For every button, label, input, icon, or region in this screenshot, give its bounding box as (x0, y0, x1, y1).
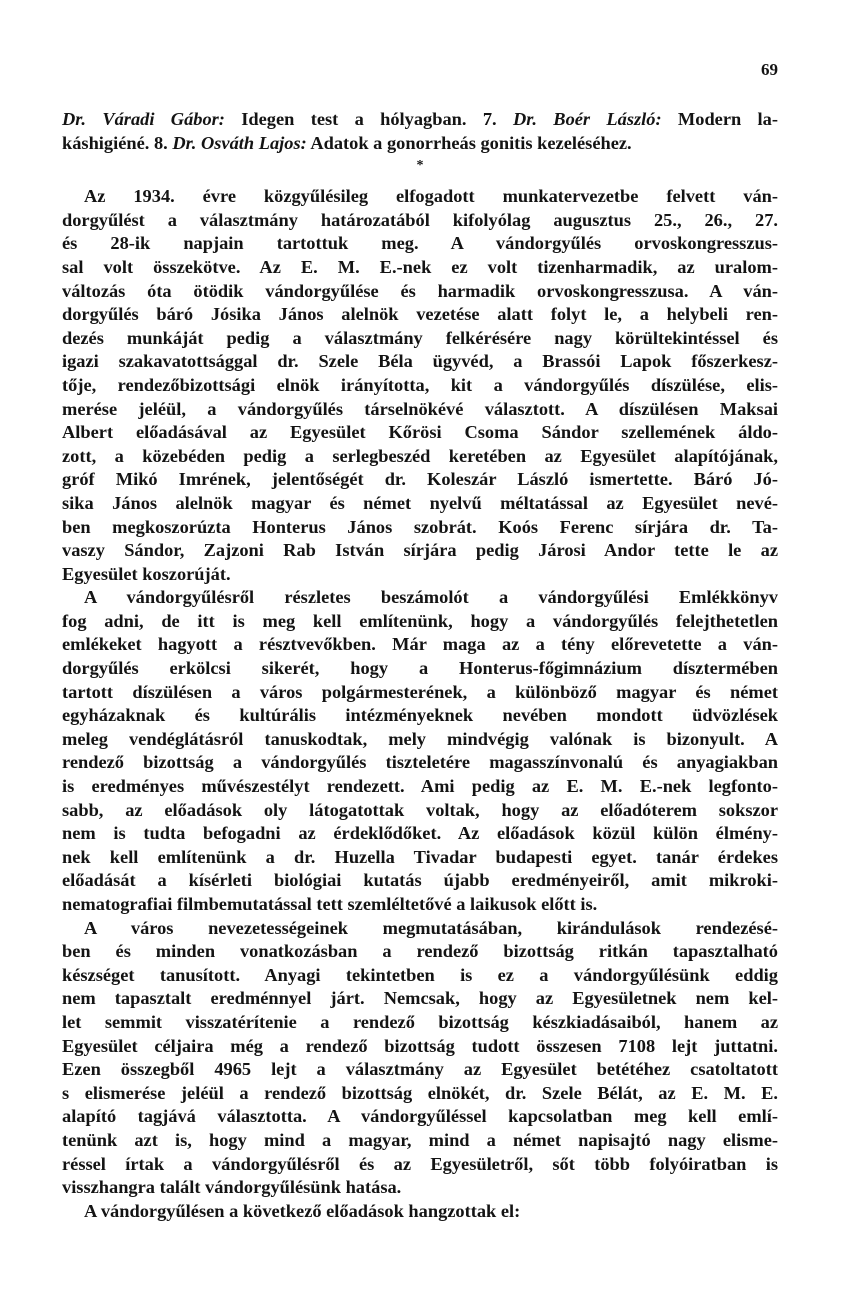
text-line: és 28-ik napjain tartottuk meg. A vándorgyűlés orvoskongresszus- (62, 233, 778, 254)
text-line: tenünk azt is, hogy mind a magyar, mind a német napisajtó nagy elisme- (62, 1129, 778, 1150)
text-line: Az 1934. évre közgyűlésileg elfogadott munkatervezetbe felvett ván- (84, 186, 778, 207)
text-line: fog adni, de itt is meg kell említenünk, hogy a vándorgyűlés felejthetetlen (62, 610, 778, 631)
text-line: emlékeket hagyott a résztvevőkben. Már maga az a tény előrevetette a ván- (62, 634, 778, 655)
text-line: egyházaknak és kultúrális intézményeknek nevében mondott üdvözlések (62, 705, 778, 726)
text-line: dorgyűlés erkölcsi sikerét, hogy a Honterus-főgimnázium dísztermében (62, 658, 778, 679)
text-line: rendező bizottság a vándorgyűlés tiszteletére magasszínvonalú és anyagiakban (62, 752, 778, 773)
page-number: 69 (761, 60, 778, 79)
text-line: tője, rendezőbizottsági elnök irányította, kit a vándorgyűlés díszülése, elis- (62, 374, 778, 395)
text-line: Egyesület koszorúját. (62, 563, 231, 584)
text-line: sika János alelnök magyar és német nyelvű méltatással az Egyesület nevé- (62, 492, 778, 513)
lecture-title: káshigiéné. 8. (62, 132, 173, 153)
text-line: nek kell említenünk a dr. Huzella Tivadar budapesti egyet. tanár érdekes (62, 846, 778, 867)
lecture-title: Modern la- (661, 109, 778, 129)
author-name: Dr. Váradi Gábor: (62, 109, 225, 129)
text-line: Albert előadásával az Egyesület Kőrösi Csoma Sándor szellemének áldo- (62, 422, 778, 443)
text-line: készséget tanusított. Anyagi tekintetben is ez a vándorgyűlésünk eddig (62, 964, 778, 985)
paragraph (62, 917, 778, 1200)
text-line: Ezen összegből 4965 lejt a választmány az Egyesület betétéhez csatoltatott (62, 1059, 778, 1080)
paragraph (62, 1200, 778, 1224)
text-line: előadását a kísérleti biológiai kutatás újabb eredményeiről, amit mikroki- (62, 870, 778, 891)
text-line: változás óta ötödik vándorgyűlése és harmadik orvoskongresszusa. A ván- (62, 280, 778, 301)
body-text (62, 108, 778, 1223)
text-line: merése jeléül, a vándorgyűlés társelnökévé választott. A díszülésen Maksai (62, 398, 778, 419)
author-name: Dr. Boér László: (512, 109, 662, 129)
text-line: igazi szakavatottsággal dr. Szele Béla ügyvéd, a Brassói Lapok főszerkesz- (62, 351, 778, 372)
text-line: tartott díszülésen a város polgármesterének, a különböző magyar és német (62, 681, 778, 702)
text-line: sal volt összekötve. Az E. M. E.-nek ez volt tizenharmadik, az uralom- (62, 256, 778, 277)
text-line: dezés munkáját pedig a választmány felkérésére nagy körültekintéssel és (62, 327, 778, 348)
text-line: ben és minden vonatkozásban a rendező bizottság ritkán tapasztalható (62, 941, 778, 962)
text-line: réssel írtak a vándorgyűlésről és az Egyesületről, sőt több folyóiratban is (62, 1153, 778, 1174)
text-line: dorgyűlés báró Jósika János alelnök vezetése alatt folyt le, a helybeli ren- (62, 304, 778, 325)
text-line: s elismerése jeléül a rendező bizottság elnökét, dr. Szele Bélát, az E. M. E. (62, 1082, 778, 1103)
text-line: vaszy Sándor, Zajzoni Rab István sírjára pedig Járosi Andor tette le az (62, 540, 778, 561)
text-line: zott, a közebéden pedig a serlegbeszéd keretében az Egyesület alapítójának, (62, 445, 778, 466)
paragraph (62, 586, 778, 916)
text-line: Egyesület céljaira még a rendező bizottság tudott összesen 7108 lejt juttatni. (62, 1035, 778, 1056)
paragraphs (62, 185, 778, 1223)
text-line: is eredményes művészestélyt rendezett. Ami pedig az E. M. E.-nek legfonto- (62, 776, 778, 797)
section-separator: * (416, 158, 424, 174)
text-line: dorgyűlést a választmány határozatából kifolyólag augusztus 25., 26., 27. (62, 209, 778, 230)
reference-line-1 (62, 108, 778, 132)
lecture-references (62, 108, 778, 155)
text-line: nematografiai filmbemutatással tett szemléltetővé a laikusok előtt is. (62, 894, 598, 914)
text-line: A vándorgyűlésről részletes beszámolót a vándorgyűlési Emlékkönyv (84, 587, 778, 608)
text-line: A vándorgyűlésen a következő előadások hangzottak el: (84, 1200, 521, 1221)
text-line: ben megkoszorúzta Honterus János szobrát. Koós Ferenc sírjára dr. Ta- (62, 516, 778, 537)
text-line: nem is tudta befogadni az érdeklődőket. Az előadások közül külön élmény- (62, 823, 778, 844)
text-line: A város nevezetességeinek megmutatásában, kirándulások rendezésé- (84, 917, 778, 938)
text-line: visszhangra talált vándorgyűlésünk hatása. (62, 1177, 402, 1198)
reference-line-2 (62, 132, 778, 156)
author-name: Dr. Osváth Lajos: (172, 132, 307, 153)
text-line: gróf Mikó Imrének, jelentőségét dr. Koleszár László ismertette. Báró Jó- (62, 469, 778, 490)
paragraph (62, 185, 778, 586)
lecture-title: Idegen test a hólyagban. 7. (224, 109, 513, 129)
text-line: nem tapasztalt eredménnyel járt. Nemcsak, hogy az Egyesületnek nem kel- (62, 988, 778, 1009)
text-line: let semmit visszatérítenie a rendező bizottság készkiadásaiból, hanem az (62, 1011, 778, 1032)
text-line: alapító tagjává választotta. A vándorgyűléssel kapcsolatban meg kell emlí- (62, 1106, 778, 1127)
text-line: sabb, az előadások oly látogatottak voltak, hogy az előadóterem sokszor (62, 799, 778, 820)
text-line: meleg vendéglátásról tanuskodtak, mely mindvégig valónak is bizonyult. A (62, 728, 778, 749)
lecture-title: Adatok a gonorrheás gonitis kezeléséhez. (306, 132, 632, 153)
